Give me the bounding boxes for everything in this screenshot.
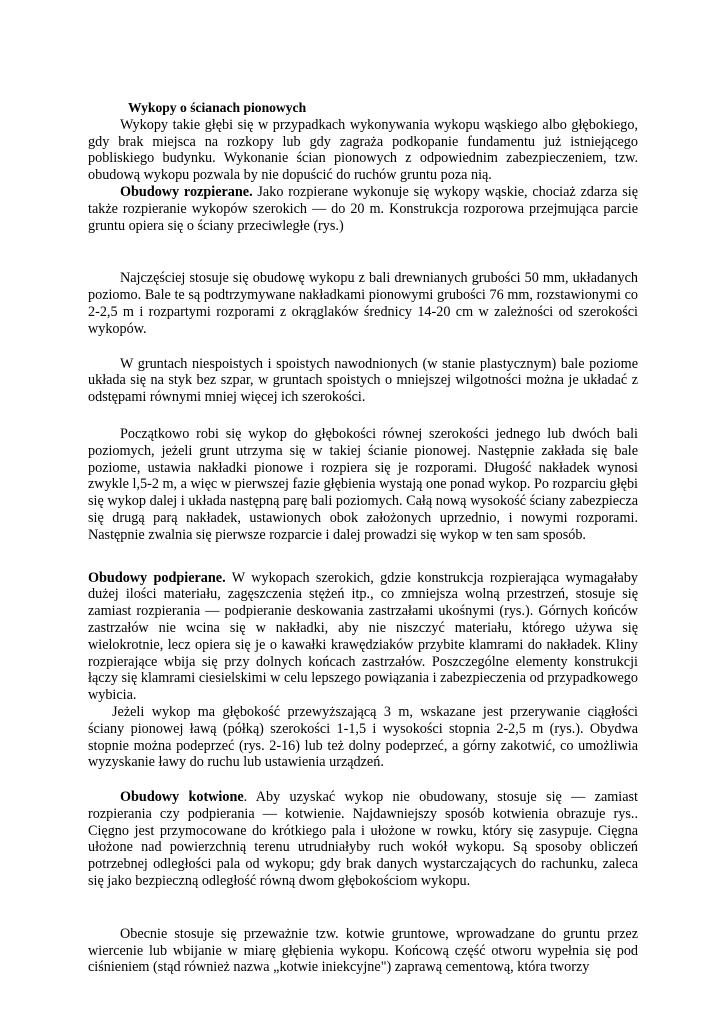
paragraph-grunty: W gruntach niespoistych i spoistych nawodnionych (w stanie plastycznym) bale poziome układa się na styk bez szpar, w gruntach spoistych o mniejszej wilgotności można je układać z odstępami równymi mniej więcej ich szerokości.: [88, 355, 638, 406]
text-obudowy-podpierane: W wykopach szerokich, gdzie konstrukcja rozpierająca wymagałaby dużej ilości materiału, zagęszczenia stężeń itp., co zmniejsza wolną przestrzeń, stosuje się zamiast rozpierania — podpieranie deskowania zastrzałami ukośnymi (rys.). Górnych końców zastrzałów nie wcina się w nakładki, aby nie niszczyć materiału, którego używa się wielokrotnie, lecz opiera się je o kawałki krawędziaków przybite klamrami do nakładek. Kliny rozpierające wbija się przy dolnych końcach zastrzałów. Poszczególne elementy konstrukcji łączy się klamrami ciesielskimi w celu lepszego powiązania i zabezpieczenia od przypadkowego wybicia.: [88, 569, 638, 704]
heading-obudowy-rozpierane: Obudowy rozpierane.: [120, 183, 253, 200]
paragraph-obudowy-kotwione: [88, 789, 638, 890]
paragraph-kotwie-gruntowe: Obecnie stosuje się przeważnie tzw. kotwie gruntowe, wprowadzane do gruntu przez wiercenie lub wbijanie w miarę głębienia wykopu. Końcową część otworu wypełnia się pod ciśnieniem (stąd również nazwa „kotwie iniekcyjne") zaprawą cementową, która tworzy: [88, 925, 638, 976]
heading-obudowy-podpierane: Obudowy podpierane.: [88, 569, 226, 586]
heading-obudowy-kotwione: Obudowy kotwione: [120, 789, 244, 806]
text-obudowy-rozpierane: Jako rozpierane wykonuje się wykopy wąskie, chociaż zdarza się także rozpieranie wykopów szerokich — do 20 m. Konstrukcja rozporowa przejmująca parcie gruntu opiera się o ściany przeciwległe (rys.): [88, 183, 639, 234]
paragraph-glebokosc: Jeżeli wykop ma głębokość przewyższającą 3 m, wskazane jest przerywanie ciągłości ściany pionowej ławą (półką) szerokości 1-1,5 i wysokości stopnia 2-2,5 m (rys.). Obydwa stopnie można podeprzeć (rys. 2-16) lub też dolny podeprzeć, a górny zakotwić, co umożliwia wyzyskanie ławy do ruchu lub ustawienia urządzeń.: [88, 703, 638, 771]
paragraph-obudowy-podpierane: [88, 570, 638, 704]
text-obudowy-kotwione: . Aby uzyskać wykop nie obudowany, stosuje się — zamiast rozpierania czy podpierania — kotwienie. Najdawniejszy sposób kotwienia obrazuje rys.. Cięgno jest przymocowane do krótkiego pala i ułożone w rowku, który się zasypuje. Cięgna ułożone nad powierzchnią terenu utrudniałyby ruch wokół wykopu. Są sposoby obliczeń potrzebnej odległości pala od wykopu; gdy brak danych wystarczających do rachunku, zaleca się jako bezpieczną odległość równą dwom głębokościom wykopu.: [88, 789, 638, 890]
paragraph-obudowy-rozpierane: [88, 184, 638, 234]
paragraph-bale: Najczęściej stosuje się obudowę wykopu z bali drewnianych grubości 50 mm, układanych poziomo. Bale te są podtrzymywane nakładkami pionowymi grubości 76 mm, rozstawionymi co 2-2,5 m i rozpartymi rozporami z okrąglaków średnicy 14-20 cm w zależności od szerokości wykopów.: [88, 270, 638, 337]
paragraph-poczatkowo: Początkowo robi się wykop do głębokości równej szerokości jednego lub dwóch bali poziomych, jeżeli grunt utrzyma się w takiej ścianie pionowej. Następnie zakłada się bale poziome, ustawia nakładki pionowe i rozpiera się je rozporami. Długość nakładek wynosi zwykle l,5-2 m, a więc w pierwszej fazie głębienia wystają one ponad wykop. Po rozparciu głębi się wykop dalej i układa następną parę bali poziomych. Całą nową wysokość ściany zabezpiecza się drugą parą nakładek, ustawionych obok założonych uprzednio, i nowymi rozporami. Następnie zwalnia się pierwsze rozparcie i dalej prowadzi się wykop w ten sam sposób.: [88, 425, 638, 543]
paragraph-intro: Wykopy takie głębi się w przypadkach wykonywania wykopu wąskiego albo głębokiego, gdy brak miejsca na rozkopy lub gdy zagraża podkopanie fundamentu już istniejącego pobliskiego budynku. Wykonanie ścian pionowych z odpowiednim zabezpieczeniem, tzw. obudową wykopu pozwala by nie dopuścić do ruchów gruntu poza nią.: [88, 116, 638, 184]
section-title: Wykopy o ścianach pionowych: [128, 100, 307, 115]
document-page: [88, 100, 638, 976]
